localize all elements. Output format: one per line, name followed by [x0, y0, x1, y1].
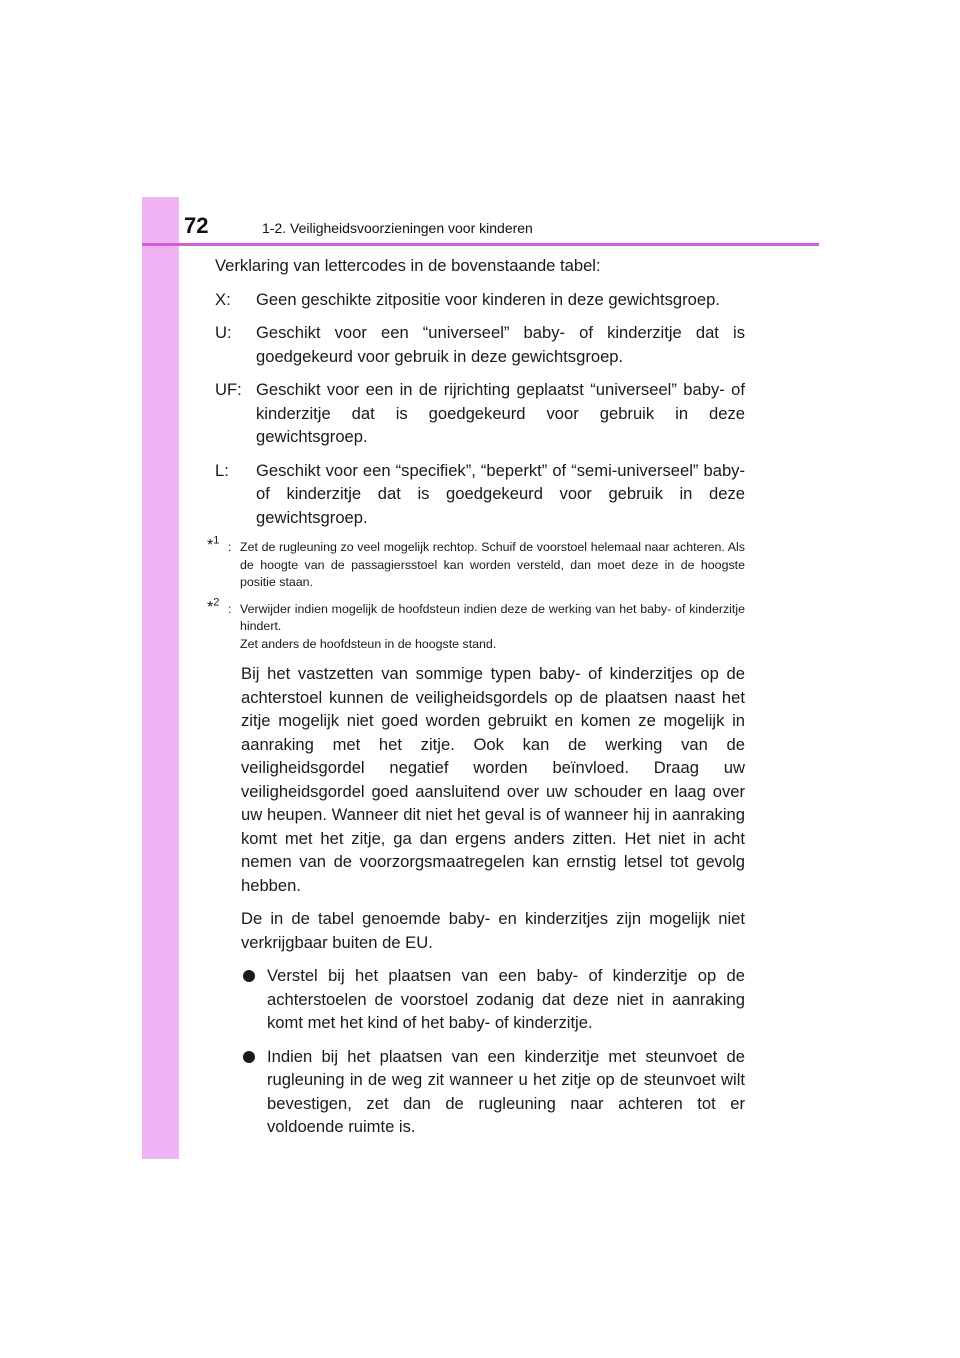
bullet-dot-icon [243, 1051, 255, 1063]
bullet-item [215, 1045, 745, 1139]
section-title: 1-2. Veiligheidsvoorzieningen voor kinderen [262, 220, 533, 236]
bullet-text: Verstel bij het plaatsen van een baby- of kinderzitje op de achterstoelen de voorstoel zodanig dat deze niet in aanraking komt met het kind of het baby- of kinderzitje. [267, 966, 745, 1032]
legend-item-u [215, 321, 745, 368]
legend-text: Geschikt voor een “specifiek”, “beperkt” of “semi-universeel” baby- of kinderzitje dat is goedgekeurd voor gebruik in deze gewichtsgroep. [256, 460, 745, 527]
legend-text: Geschikt voor een in de rijrichting geplaatst “universeel” baby- of kinderzitje dat is goedgekeurd voor gebruik in deze gewichtsgroep. [256, 380, 745, 446]
footnote-2: *$^2$ : Verwijder indien mogelijk de hoofdsteun indien deze de werking van het baby- of kinderzitje hindert. Zet anders de hoofdsteun in de hoogste stand. [207, 601, 745, 654]
legend-item-l [215, 459, 745, 530]
legend-code: L: [215, 460, 229, 480]
legend-text: Geen geschikte zitpositie voor kinderen in deze gewichtsgroep. [256, 289, 720, 309]
legend-item-x [215, 288, 745, 312]
legend-code: UF: [215, 380, 242, 399]
footnote-1: *$^1$ : Zet de rugleuning zo veel mogelijk rechtop. Schuif de voorstoel helemaal naar achteren. Als de hoogte van de passagiersstoel kan worden versteld, dan moet deze in de hoogste positie staan. [207, 539, 745, 592]
legend-text: Geschikt voor een “universeel” baby- of kinderzitje dat is goedgekeurd voor gebruik in deze gewichtsgroep. [256, 323, 745, 366]
legend-code: U: [215, 323, 232, 342]
body-paragraph: Bij het vastzetten van sommige typen baby- of kinderzitjes op de achterstoel kunnen de veiligheidsgordels op de plaatsen naast het zitje mogelijk niet goed worden gebruikt en komen ze mogelijk in aanraking met het zitje. Ook kan de werking van de veiligheidsgordel negatief worden beïnvloed. Draag uw veiligheidsgordel goed aansluitend over uw schouder en laag over uw heupen. Wanneer dit niet het geval is of wanneer hij in aanraking komt met het zitje, ga dan ergens anders zitten. Het niet in acht nemen van de voorzorgsmaatregelen kan ernstig letsel tot gevolg hebben. [241, 664, 745, 895]
legend-code: X: [215, 289, 231, 309]
legend-item-uf [215, 378, 745, 449]
footnote-text: Zet de rugleuning zo veel mogelijk rechtop. Schuif de voorstoel helemaal naar achteren. Als de hoogte van de passagiersstoel kan worden versteld, dan moet deze in de hoogste positie staan. [240, 540, 745, 589]
bullet-dot-icon [243, 970, 255, 982]
bullet-text: Indien bij het plaatsen van een kinderzitje met steunvoet de rugleuning in de weg zit wanneer u het zitje op de steunvoet wilt bevestigen, zet dan de rugleuning naar achteren tot er voldoende ruimte is. [267, 1046, 745, 1136]
footnote-text: Zet anders de hoofdsteun in de hoogste stand. [240, 636, 497, 651]
page-number: 72 [184, 213, 209, 238]
bullet-item [215, 964, 745, 1035]
body-paragraph: De in de tabel genoemde baby- en kinderzitjes zijn mogelijk niet verkrijgbaar buiten de EU. [241, 909, 745, 952]
page-content [207, 254, 745, 1149]
legend-intro: Verklaring van lettercodes in de bovenstaande tabel: [215, 256, 601, 275]
footnote-text: Verwijder indien mogelijk de hoofdsteun indien deze de werking van het baby- of kinderzitje hindert. [240, 601, 745, 633]
section-tab-sidebar [142, 197, 179, 1159]
footnote-marker: *$^1$ [207, 534, 220, 554]
header-divider [142, 243, 819, 246]
footnote-marker: *$^2$ [207, 596, 220, 616]
